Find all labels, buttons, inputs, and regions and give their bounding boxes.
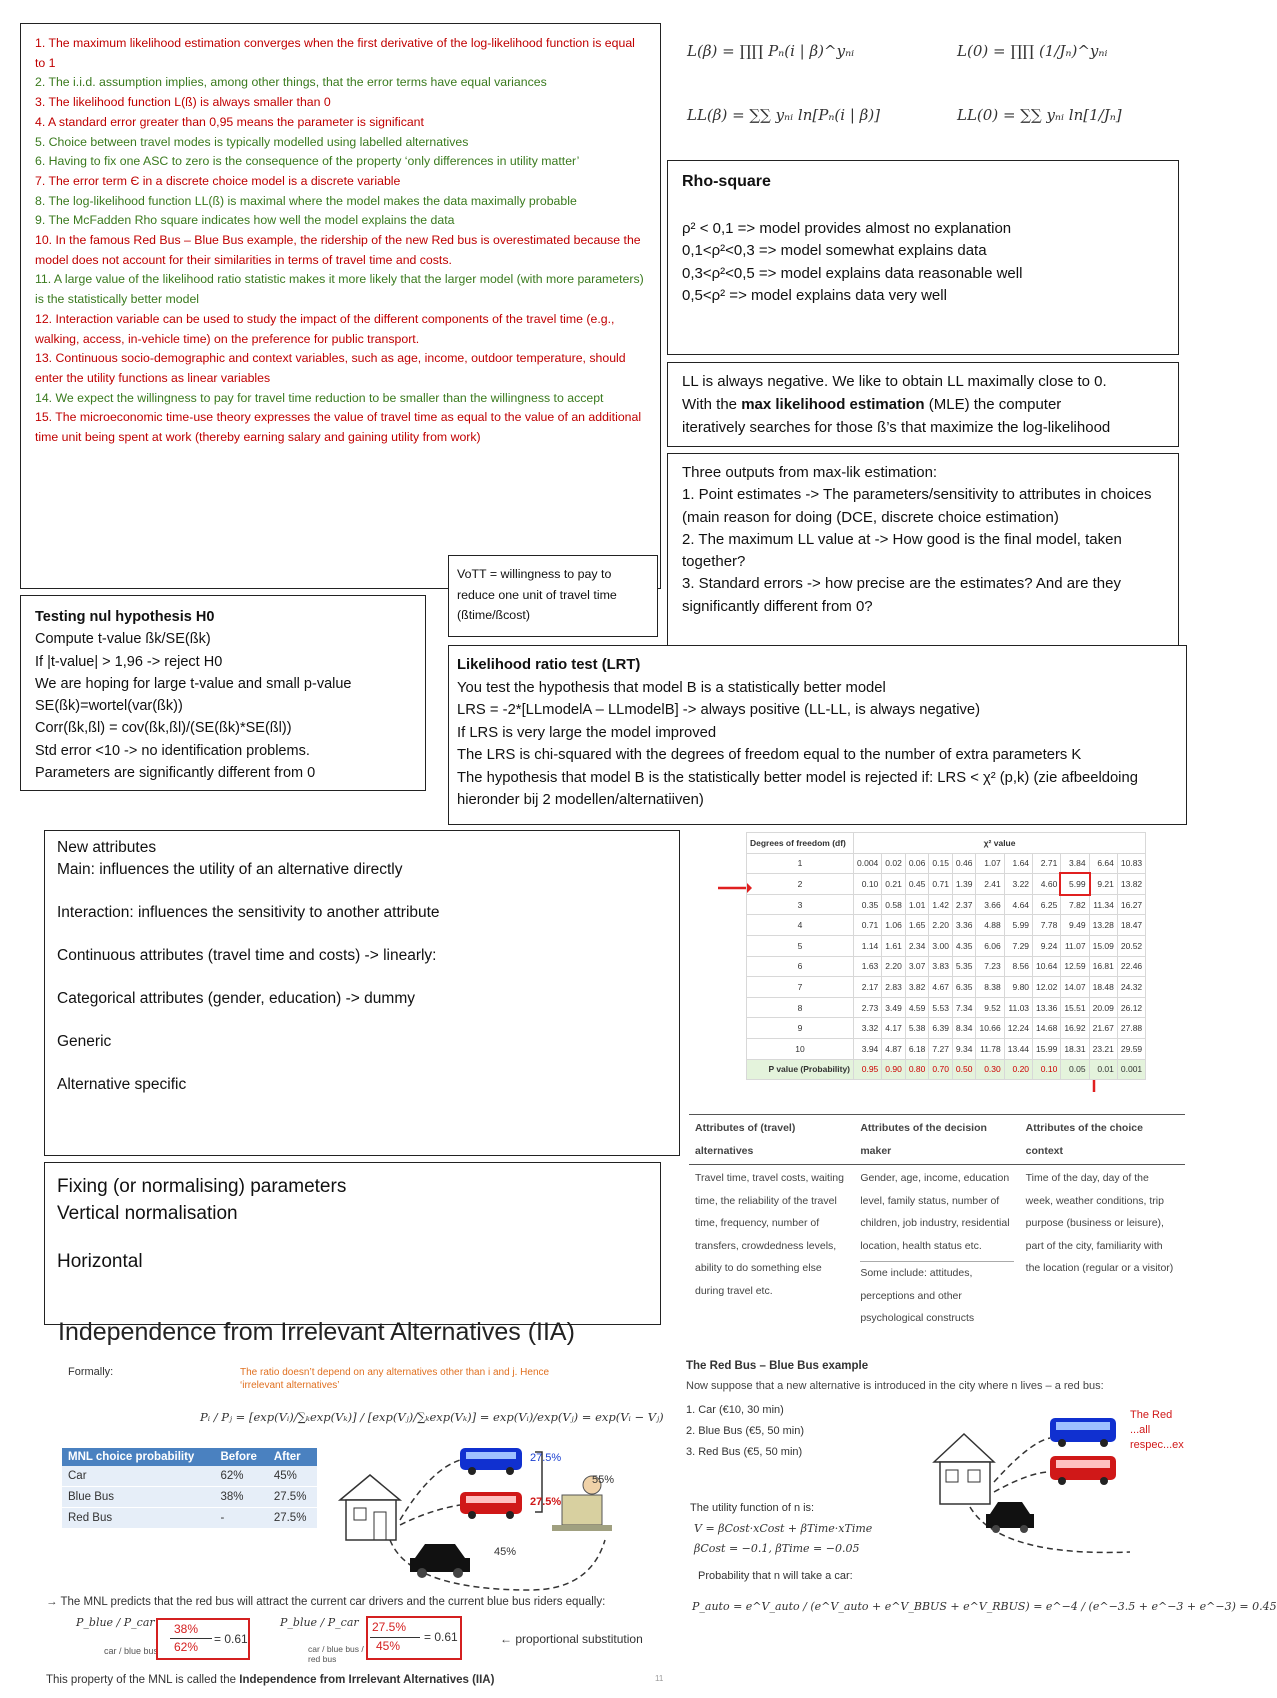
pvalue-cell: 0.70 — [929, 1059, 953, 1080]
chi-value-cell: 1.14 — [854, 935, 882, 956]
pvalue-label: P value (Probability) — [747, 1059, 854, 1080]
chi-value-cell: 3.00 — [929, 935, 953, 956]
redbus-option: 3. Red Bus (€5, 50 min) — [686, 1446, 803, 1458]
chi-value-cell: 2.37 — [952, 894, 976, 915]
statement-item: 7. The error term Є in a discrete choice model is a discrete variable — [35, 173, 401, 188]
statement-item: 3. The likelihood function L(ß) is always smaller than 0 — [35, 95, 331, 110]
chi-row — [747, 1018, 1146, 1039]
chi-value-cell: 3.84 — [1061, 853, 1089, 874]
house-icon — [340, 1475, 400, 1540]
statement-item: 5. Choice between travel modes is typically modelled using labelled alternatives — [35, 134, 469, 149]
chi-value-cell: 22.46 — [1117, 956, 1145, 977]
blue-bus-icon — [1050, 1418, 1116, 1447]
mnl-cell: 62% — [214, 1466, 267, 1487]
chi-value-cell: 11.34 — [1089, 894, 1117, 915]
chi-value-cell: 5.53 — [929, 997, 953, 1018]
chi-value-cell: 9.80 — [1004, 977, 1032, 998]
testing-line: We are hoping for large t-value and small p-value — [35, 675, 352, 692]
pvalue-cell: 0.30 — [976, 1059, 1004, 1080]
attribute-line: Continuous attributes (travel time and costs) -> linearly: — [57, 947, 437, 964]
attributes-title: New attributes — [57, 839, 157, 856]
mnl-header-before: Before — [214, 1448, 267, 1466]
chi-value-cell: 0.15 — [929, 853, 953, 874]
chi-value-cell: 7.82 — [1061, 894, 1089, 915]
ll-line-2: With the max likelihood estimation (MLE) the computer — [682, 396, 1062, 413]
chi-value-cell: 5.38 — [905, 1018, 929, 1039]
chi-value-cell: 18.48 — [1089, 977, 1117, 998]
chi-value-cell: 4.59 — [905, 997, 929, 1018]
chi-value-cell: 7.23 — [976, 956, 1004, 977]
chi-value-cell: 1.01 — [905, 894, 929, 915]
attribute-line — [57, 924, 667, 945]
attribute-line — [57, 1053, 667, 1074]
car-icon — [986, 1502, 1034, 1533]
attribute-line: Alternative specific — [57, 1076, 187, 1093]
three-outputs-line: 3. Standard errors -> how precise are the estimates? And are they significantly different from 0? — [682, 575, 1121, 615]
rho-square-box — [667, 160, 1179, 355]
three-outputs-line: Three outputs from max-lik estimation: — [682, 464, 938, 481]
chi-value-cell: 15.09 — [1089, 935, 1117, 956]
chi-value-cell: 8.34 — [952, 1018, 976, 1039]
pct-red-bus: 27.5% — [530, 1496, 562, 1508]
chi-value-cell: 3.36 — [952, 915, 976, 936]
iia-predicts: → The MNL predicts that the red bus will attract the current car drivers and the current blue bus riders equally: — [46, 1596, 606, 1608]
lrt-line: The LRS is chi-squared with the degrees of freedom equal to the number of extra parameters K — [457, 747, 1082, 763]
rho-line: 0,3<ρ²<0,5 => model explains data reasonable well — [682, 264, 1023, 282]
chi-value-cell: 0.71 — [929, 874, 953, 895]
chi-value-cell: 26.12 — [1117, 997, 1145, 1018]
mnl-row — [62, 1487, 317, 1508]
redbus-side-note: The Red ...all respec...ex — [1130, 1409, 1184, 1451]
mnl-cell: 38% — [214, 1487, 267, 1508]
chi-value-cell: 2.73 — [854, 997, 882, 1018]
chi-value-cell: 8.56 — [1004, 956, 1032, 977]
chi-value-cell: 29.59 — [1117, 1038, 1145, 1059]
statement-item: 10. In the famous Red Bus – Blue Bus example, the ridership of the new Red bus is overestimated because the model does not account for their similarities in terms of travel time and costs. — [35, 233, 641, 267]
mnl-header-after: After — [268, 1448, 317, 1466]
attribute-line — [57, 967, 667, 988]
chi-df-cell: 4 — [747, 915, 854, 936]
chi-value-cell: 6.18 — [905, 1038, 929, 1059]
pvalue-cell: 0.95 — [854, 1059, 882, 1080]
chi-value-cell: 2.71 — [1033, 853, 1061, 874]
chi-value-cell: 2.17 — [854, 977, 882, 998]
redbus-option: 1. Car (€10, 30 min) — [686, 1404, 784, 1416]
pvalue-cell: 0.20 — [1004, 1059, 1032, 1080]
statement-item: 2. The i.i.d. assumption implies, among other things, that the error terms have equal variances — [35, 75, 547, 90]
attribute-line: Categorical attributes (gender, education) -> dummy — [57, 990, 415, 1007]
chi-value-cell: 13.36 — [1033, 997, 1061, 1018]
chi-row — [747, 1038, 1146, 1059]
chi-row — [747, 894, 1146, 915]
testing-line: Std error <10 -> no identification problems. — [35, 742, 310, 759]
mnl-cell: 27.5% — [268, 1508, 317, 1529]
ratio2-sub: car / blue bus / red bus — [308, 1644, 364, 1664]
chi-value-cell: 0.46 — [952, 853, 976, 874]
lrt-line: The hypothesis that model B is the statistically better model is rejected if: LRS < χ² (p,k) (zie afbeeldoing hieronder bij 2 modellen/alternatiiven) — [457, 769, 1138, 808]
beta-values: βCost = −0.1, βTime = −0.05 — [694, 1542, 860, 1555]
chi-value-cell: 3.94 — [854, 1038, 882, 1059]
ratio1-label: P_blue / P_car — [76, 1616, 155, 1629]
chi-value-cell: 27.88 — [1117, 1018, 1145, 1039]
chi-value-cell: 18.47 — [1117, 915, 1145, 936]
chi-value-cell: 2.41 — [976, 874, 1004, 895]
chi-value-cell: 12.02 — [1033, 977, 1061, 998]
ratio2-box: 27.5% 45% = 0.61 — [366, 1616, 462, 1660]
testing-line: Compute t-value ßk/SE(ßk) — [35, 631, 211, 648]
chi-value-cell: 9.49 — [1061, 915, 1089, 936]
blue-bus-icon — [460, 1448, 522, 1475]
chi-value-cell: 16.92 — [1061, 1018, 1089, 1039]
chi-value-cell: 2.83 — [882, 977, 906, 998]
chi-value-cell: 15.51 — [1061, 997, 1089, 1018]
chi-value-cell: 12.24 — [1004, 1018, 1032, 1039]
attr-header-decision-maker: Attributes of the decision maker — [854, 1115, 1019, 1165]
redbus-title: The Red Bus – Blue Bus example — [686, 1360, 869, 1372]
mnl-row — [62, 1508, 317, 1529]
attr-header-context: Attributes of the choice context — [1020, 1115, 1185, 1165]
three-outputs-box — [667, 453, 1179, 649]
chi-value-cell: 11.07 — [1061, 935, 1089, 956]
chi-row — [747, 997, 1146, 1018]
mnl-cell: Blue Bus — [62, 1487, 214, 1508]
chi-df-cell: 9 — [747, 1018, 854, 1039]
chi-value-cell: 6.64 — [1089, 853, 1117, 874]
chi-value-cell: 4.35 — [952, 935, 976, 956]
lrt-title: Likelihood ratio test (LRT) — [457, 657, 641, 673]
iia-formally: Formally: — [68, 1366, 114, 1378]
chi-value-cell: 3.49 — [882, 997, 906, 1018]
attributes-lines — [57, 859, 667, 1096]
chi-value-cell: 2.20 — [882, 956, 906, 977]
chi-value-cell: 0.58 — [882, 894, 906, 915]
chi-value-cell: 23.21 — [1089, 1038, 1117, 1059]
chi-value-cell: 18.31 — [1061, 1038, 1089, 1059]
log-likelihood-box — [667, 362, 1179, 447]
chi-square-table — [746, 832, 1146, 1080]
chi-df-cell: 1 — [747, 853, 854, 874]
statements-box — [20, 23, 661, 589]
chi-header-value: χ² value — [854, 833, 1146, 854]
chi-value-cell: 5.99 — [1061, 874, 1089, 895]
new-attributes-box — [44, 830, 680, 1156]
formula-LL-beta: LL(β) = ∑∑ yₙᵢ ln[Pₙ(i | β)] — [687, 106, 881, 124]
rho-line: 0,5<ρ² => model explains data very well — [682, 287, 947, 304]
statement-item: 12. Interaction variable can be used to study the impact of the different components of the travel time (e.g., walking, access, in-vehicle time) on the preference for public transport. — [35, 311, 615, 346]
chi-value-cell: 13.28 — [1089, 915, 1117, 936]
chi-value-cell: 10.83 — [1117, 853, 1145, 874]
statement-item: 6. Having to fix one ASC to zero is the consequence of the property ‘only differences in utility matter’ — [35, 154, 580, 169]
probability-equation: P_auto = e^V_auto / (e^V_auto + e^V_BBUS + e^V_RBUS) = e^−4 / (e^−3.5 + e^−3 + e^−3) = 0.45 — [692, 1600, 1277, 1613]
chi-value-cell: 0.02 — [882, 853, 906, 874]
chi-value-cell: 8.38 — [976, 977, 1004, 998]
statement-item: 8. The log-likelihood function LL(ß) is maximal where the model makes the data maximally probable — [35, 193, 577, 208]
mnl-cell: - — [214, 1508, 267, 1529]
chi-value-cell: 0.004 — [854, 853, 882, 874]
three-outputs-line: 2. The maximum LL value at -> How good is the final model, taken together? — [682, 530, 1122, 571]
statement-item: 4. A standard error greater than 0,95 means the parameter is significant — [35, 114, 424, 129]
chi-row — [747, 935, 1146, 956]
redbus-intro: Now suppose that a new alternative is introduced in the city where n lives – a red bus: — [686, 1380, 1104, 1392]
formula-LL-zero: LL(0) = ∑∑ yₙᵢ ln[1/Jₙ] — [957, 106, 1122, 124]
testing-h0-box — [20, 595, 426, 791]
pct-bus-total: 55% — [592, 1474, 615, 1486]
chi-row — [747, 874, 1146, 895]
attribute-line — [57, 1010, 667, 1031]
rho-title: Rho-square — [682, 173, 771, 190]
pct-car: 45% — [494, 1546, 517, 1558]
ratio1-box: 38% 62% = 0.61 — [156, 1618, 250, 1660]
mnl-cell: Car — [62, 1466, 214, 1487]
chi-value-cell: 6.25 — [1033, 894, 1061, 915]
attribute-line: Generic — [57, 1033, 112, 1050]
chi-value-cell: 1.65 — [905, 915, 929, 936]
chi-value-cell: 10.66 — [976, 1018, 1004, 1039]
chi-value-cell: 9.21 — [1089, 874, 1117, 895]
proportional-substitution: ← proportional substitution — [500, 1632, 643, 1646]
lrt-line: If LRS is very large the model improved — [457, 724, 717, 741]
attr-cell-decision-maker: Gender, age, income, education level, family status, number of children, job industry, residential location, health status etc. Some include: attitudes, perceptions and other psychological constructs — [854, 1165, 1019, 1332]
chi-value-cell: 5.99 — [1004, 915, 1032, 936]
chi-value-cell: 10.64 — [1033, 956, 1061, 977]
formula-L-zero: L(0) = ∏∏ (1/Jₙ)^yₙᵢ — [957, 42, 1108, 60]
chi-value-cell: 0.35 — [854, 894, 882, 915]
chi-value-cell: 7.34 — [952, 997, 976, 1018]
testing-title: Testing nul hypothesis H0 — [35, 609, 215, 625]
iia-note: The ratio doesn’t depend on any alternatives other than i and j. Hence ‘irrelevant alternatives’ — [240, 1367, 550, 1391]
statement-item: 15. The microeconomic time-use theory expresses the value of travel time as equal to the value of an additional time unit being spent at work (thereby earning salary and gaining utility from work) — [35, 410, 642, 445]
pvalue-cell: 0.05 — [1061, 1059, 1089, 1080]
chi-value-cell: 9.24 — [1033, 935, 1061, 956]
chi-value-cell: 13.44 — [1004, 1038, 1032, 1059]
mnl-row — [62, 1466, 317, 1487]
chi-value-cell: 4.87 — [882, 1038, 906, 1059]
chi-df-cell: 8 — [747, 997, 854, 1018]
attr-cell-alternatives: Travel time, travel costs, waiting time, the reliability of the travel time, frequency, number of transfers, crowdedness levels, ability to do something else during travel etc. — [695, 1172, 844, 1297]
iia-title: Independence from Irrelevant Alternatives (IIA) — [58, 1318, 575, 1346]
house-icon — [934, 1434, 994, 1504]
mnl-cell: 27.5% — [268, 1487, 317, 1508]
iia-footer: This property of the MNL is called the Independence from Irrelevant Alternatives (IIA) — [46, 1674, 495, 1686]
three-outputs-line: 1. Point estimates -> The parameters/sensitivity to attributes in choices (main reason for doing (DCE, discrete choice estimation) — [682, 486, 1152, 526]
iia-formula: Pᵢ / Pⱼ = [exp(Vᵢ)/∑ₖexp(Vₖ)] / [exp(Vⱼ)/∑ₖexp(Vₖ)] = exp(Vᵢ)/exp(Vⱼ) = exp(Vᵢ − Vⱼ) — [200, 1410, 664, 1424]
chi-value-cell: 14.68 — [1033, 1018, 1061, 1039]
fixing-box — [44, 1162, 661, 1325]
chi-df-cell: 3 — [747, 894, 854, 915]
pvalue-cell: 0.80 — [905, 1059, 929, 1080]
chi-value-cell: 0.10 — [854, 874, 882, 895]
chi-value-cell: 20.09 — [1089, 997, 1117, 1018]
chi-value-cell: 1.06 — [882, 915, 906, 936]
chi-value-cell: 1.61 — [882, 935, 906, 956]
mnl-cell: Red Bus — [62, 1508, 214, 1529]
chi-value-cell: 4.60 — [1033, 874, 1061, 895]
rho-lines — [682, 218, 1164, 308]
pvalue-cell: 0.001 — [1117, 1059, 1145, 1080]
chi-value-cell: 4.67 — [929, 977, 953, 998]
chi-header-df: Degrees of freedom (df) — [747, 833, 854, 854]
chi-value-cell: 15.99 — [1033, 1038, 1061, 1059]
statement-item: 1. The maximum likelihood estimation converges when the first derivative of the log-likelihood function is equal to 1 — [35, 36, 635, 70]
chi-value-cell: 0.45 — [905, 874, 929, 895]
ll-line-1: LL is always negative. We like to obtain LL maximally close to 0. — [682, 373, 1107, 390]
chi-value-cell: 3.22 — [1004, 874, 1032, 895]
chi-value-cell: 6.35 — [952, 977, 976, 998]
attr-cell-context: Time of the day, day of the week, weather conditions, trip purpose (business or leisure), part of the city, familiarity with the location (regular or a visitor) — [1025, 1172, 1174, 1274]
ratio2-label: P_blue / P_car — [280, 1616, 359, 1629]
chi-value-cell: 2.20 — [929, 915, 953, 936]
chi-df-cell: 10 — [747, 1038, 854, 1059]
chi-value-cell: 0.21 — [882, 874, 906, 895]
chi-value-cell: 5.35 — [952, 956, 976, 977]
chi-value-cell: 6.06 — [976, 935, 1004, 956]
chi-value-cell: 4.88 — [976, 915, 1004, 936]
chi-value-cell: 3.07 — [905, 956, 929, 977]
page-number: 11 — [655, 1674, 664, 1683]
chi-value-cell: 1.07 — [976, 853, 1004, 874]
chi-value-cell: 20.52 — [1117, 935, 1145, 956]
redbus-options — [686, 1400, 804, 1463]
ll-line-3: iteratively searches for those ß’s that maximize the log-likelihood — [682, 419, 1111, 436]
chi-value-cell: 16.27 — [1117, 894, 1145, 915]
statement-item: 14. We expect the willingness to pay for travel time reduction to be smaller than the willingness to accept — [35, 390, 604, 405]
chi-value-cell: 0.06 — [905, 853, 929, 874]
fixing-line: Fixing (or normalising) parameters — [57, 1176, 347, 1197]
chi-row — [747, 956, 1146, 977]
mnl-probability-table — [62, 1448, 317, 1529]
chi-value-cell: 16.81 — [1089, 956, 1117, 977]
car-icon — [410, 1544, 470, 1578]
lrt-line: LRS = -2*[LLmodelA – LLmodelB] -> always positive (LL-LL, is always negative) — [457, 702, 981, 718]
chi-value-cell: 11.78 — [976, 1038, 1004, 1059]
vott-box: VoTT = willingness to pay to reduce one unit of travel time (ßtime/ßcost) — [448, 555, 658, 637]
formula-L-beta: L(β) = ∏∏ Pₙ(i | β)^yₙᵢ — [687, 42, 855, 60]
rho-line: ρ² < 0,1 => model provides almost no explanation — [682, 219, 1012, 237]
attr-header-alternatives: Attributes of (travel) alternatives — [689, 1115, 854, 1165]
utility-label: The utility function of n is: — [690, 1502, 815, 1514]
chi-df-cell: 2 — [747, 874, 854, 895]
utility-equation: V = βCost·xCost + βTime·xTime — [694, 1522, 873, 1535]
chi-row — [747, 915, 1146, 936]
pvalue-cell: 0.90 — [882, 1059, 906, 1080]
mnl-cell: 45% — [268, 1466, 317, 1487]
chi-value-cell: 3.66 — [976, 894, 1004, 915]
statement-item: 11. A large value of the likelihood ratio statistic makes it more likely that the larger model (with more parameters) is the statistically better model — [35, 272, 644, 307]
lrt-line: You test the hypothesis that model B is a statistically better model — [457, 679, 886, 696]
chi-df-cell: 5 — [747, 935, 854, 956]
chi-value-cell: 3.82 — [905, 977, 929, 998]
redbus-option: 2. Blue Bus (€5, 50 min) — [686, 1425, 805, 1437]
red-bus-icon — [460, 1492, 522, 1519]
testing-line: SE(ßk)=wortel(var(ßk)) — [35, 698, 183, 715]
chi-value-cell: 7.27 — [929, 1038, 953, 1059]
pvalue-cell: 0.50 — [952, 1059, 976, 1080]
testing-lines — [35, 628, 411, 784]
fixing-line: Horizontal — [57, 1251, 143, 1272]
fixing-line: Vertical normalisation — [57, 1203, 238, 1224]
chi-value-cell: 9.52 — [976, 997, 1004, 1018]
chi-value-cell: 11.03 — [1004, 997, 1032, 1018]
pvalue-cell: 0.01 — [1089, 1059, 1117, 1080]
chi-value-cell: 1.64 — [1004, 853, 1032, 874]
lrt-box — [448, 645, 1187, 825]
chi-value-cell: 21.67 — [1089, 1018, 1117, 1039]
chi-value-cell: 4.64 — [1004, 894, 1032, 915]
chi-df-cell: 6 — [747, 956, 854, 977]
attribute-types-table — [689, 1114, 1185, 1332]
attribute-line — [57, 881, 667, 902]
chi-value-cell: 12.59 — [1061, 956, 1089, 977]
chi-value-cell: 13.82 — [1117, 874, 1145, 895]
chi-value-cell: 7.78 — [1033, 915, 1061, 936]
chi-value-cell: 14.07 — [1061, 977, 1089, 998]
likelihood-formulas — [667, 20, 1187, 154]
chi-value-cell: 1.42 — [929, 894, 953, 915]
chi-value-cell: 2.34 — [905, 935, 929, 956]
testing-line: If |t-value| > 1,96 -> reject H0 — [35, 653, 223, 670]
fixing-line — [57, 1227, 648, 1248]
chi-pvalue-row — [747, 1059, 1146, 1080]
iia-illustration — [330, 1440, 660, 1600]
statement-item: 9. The McFadden Rho square indicates how well the model explains the data — [35, 213, 455, 228]
chi-value-cell: 3.32 — [854, 1018, 882, 1039]
testing-line: Parameters are significantly different from 0 — [35, 765, 316, 782]
chi-value-cell: 6.39 — [929, 1018, 953, 1039]
mnl-header-probability: MNL choice probability — [62, 1448, 214, 1466]
chi-value-cell: 7.29 — [1004, 935, 1032, 956]
attribute-line: Interaction: influences the sensitivity to another attribute — [57, 904, 440, 921]
pct-blue-bus: 27.5% — [530, 1452, 562, 1464]
chi-value-cell: 3.83 — [929, 956, 953, 977]
chi-value-cell: 4.17 — [882, 1018, 906, 1039]
chi-row — [747, 853, 1146, 874]
rho-line: 0,1<ρ²<0,3 => model somewhat explains data — [682, 242, 987, 259]
chi-value-cell: 0.71 — [854, 915, 882, 936]
chi-value-cell: 1.63 — [854, 956, 882, 977]
probability-label: Probability that n will take a car: — [698, 1570, 853, 1582]
statement-item: 13. Continuous socio-demographic and context variables, such as age, income, outdoor temperature, should enter the utility functions as linear variables — [35, 351, 626, 385]
chi-df-cell: 7 — [747, 977, 854, 998]
chi-row — [747, 977, 1146, 998]
lrt-lines — [457, 677, 1178, 812]
testing-line: Corr(ßk,ßl) = cov(ßk,ßl)/(SE(ßk)*SE(ßl)) — [35, 720, 292, 737]
attribute-line: Main: influences the utility of an alternative directly — [57, 861, 403, 878]
pvalue-cell: 0.10 — [1033, 1059, 1061, 1080]
ratio1-sub: car / blue bus — [104, 1646, 159, 1656]
chi-value-cell: 24.32 — [1117, 977, 1145, 998]
red-bus-icon — [1050, 1456, 1116, 1485]
chi-value-cell: 9.34 — [952, 1038, 976, 1059]
chi-value-cell: 1.39 — [952, 874, 976, 895]
